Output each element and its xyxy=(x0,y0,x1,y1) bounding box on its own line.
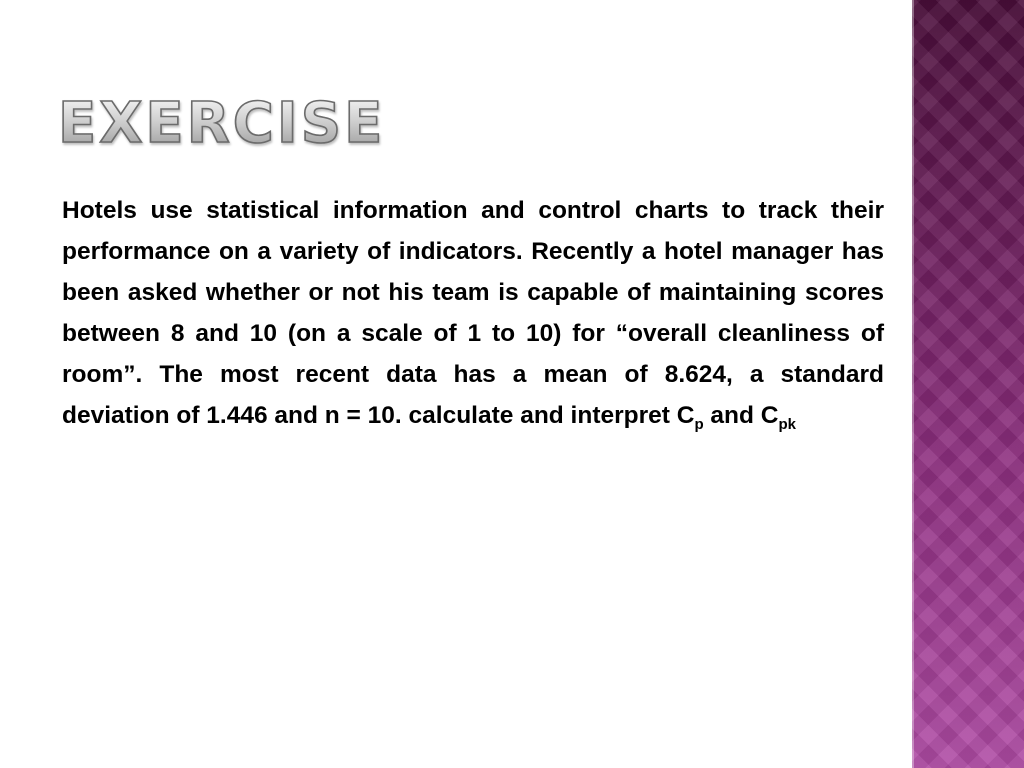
slide-title: EXERCISE xyxy=(58,91,386,156)
body-main-text: Hotels use statistical information and control charts to track their performance on a variety of indicators. Recently a hotel manager has been asked whether or not his team is capable of maintaining scores between 8 and 10 (on a scale of 1 to 10) for “overall cleanliness of room”. The most recent data has a mean of 8.624, a standard deviation of 1.446 and n = 10. calculate and interpret C xyxy=(62,197,884,429)
side-band-edge xyxy=(912,0,914,768)
body-conjunction: and C xyxy=(703,402,779,429)
cp-subscript: p xyxy=(694,416,704,433)
decorative-side-band xyxy=(912,0,1024,768)
cpk-subscript: pk xyxy=(778,416,796,433)
slide-body-text xyxy=(62,190,884,436)
